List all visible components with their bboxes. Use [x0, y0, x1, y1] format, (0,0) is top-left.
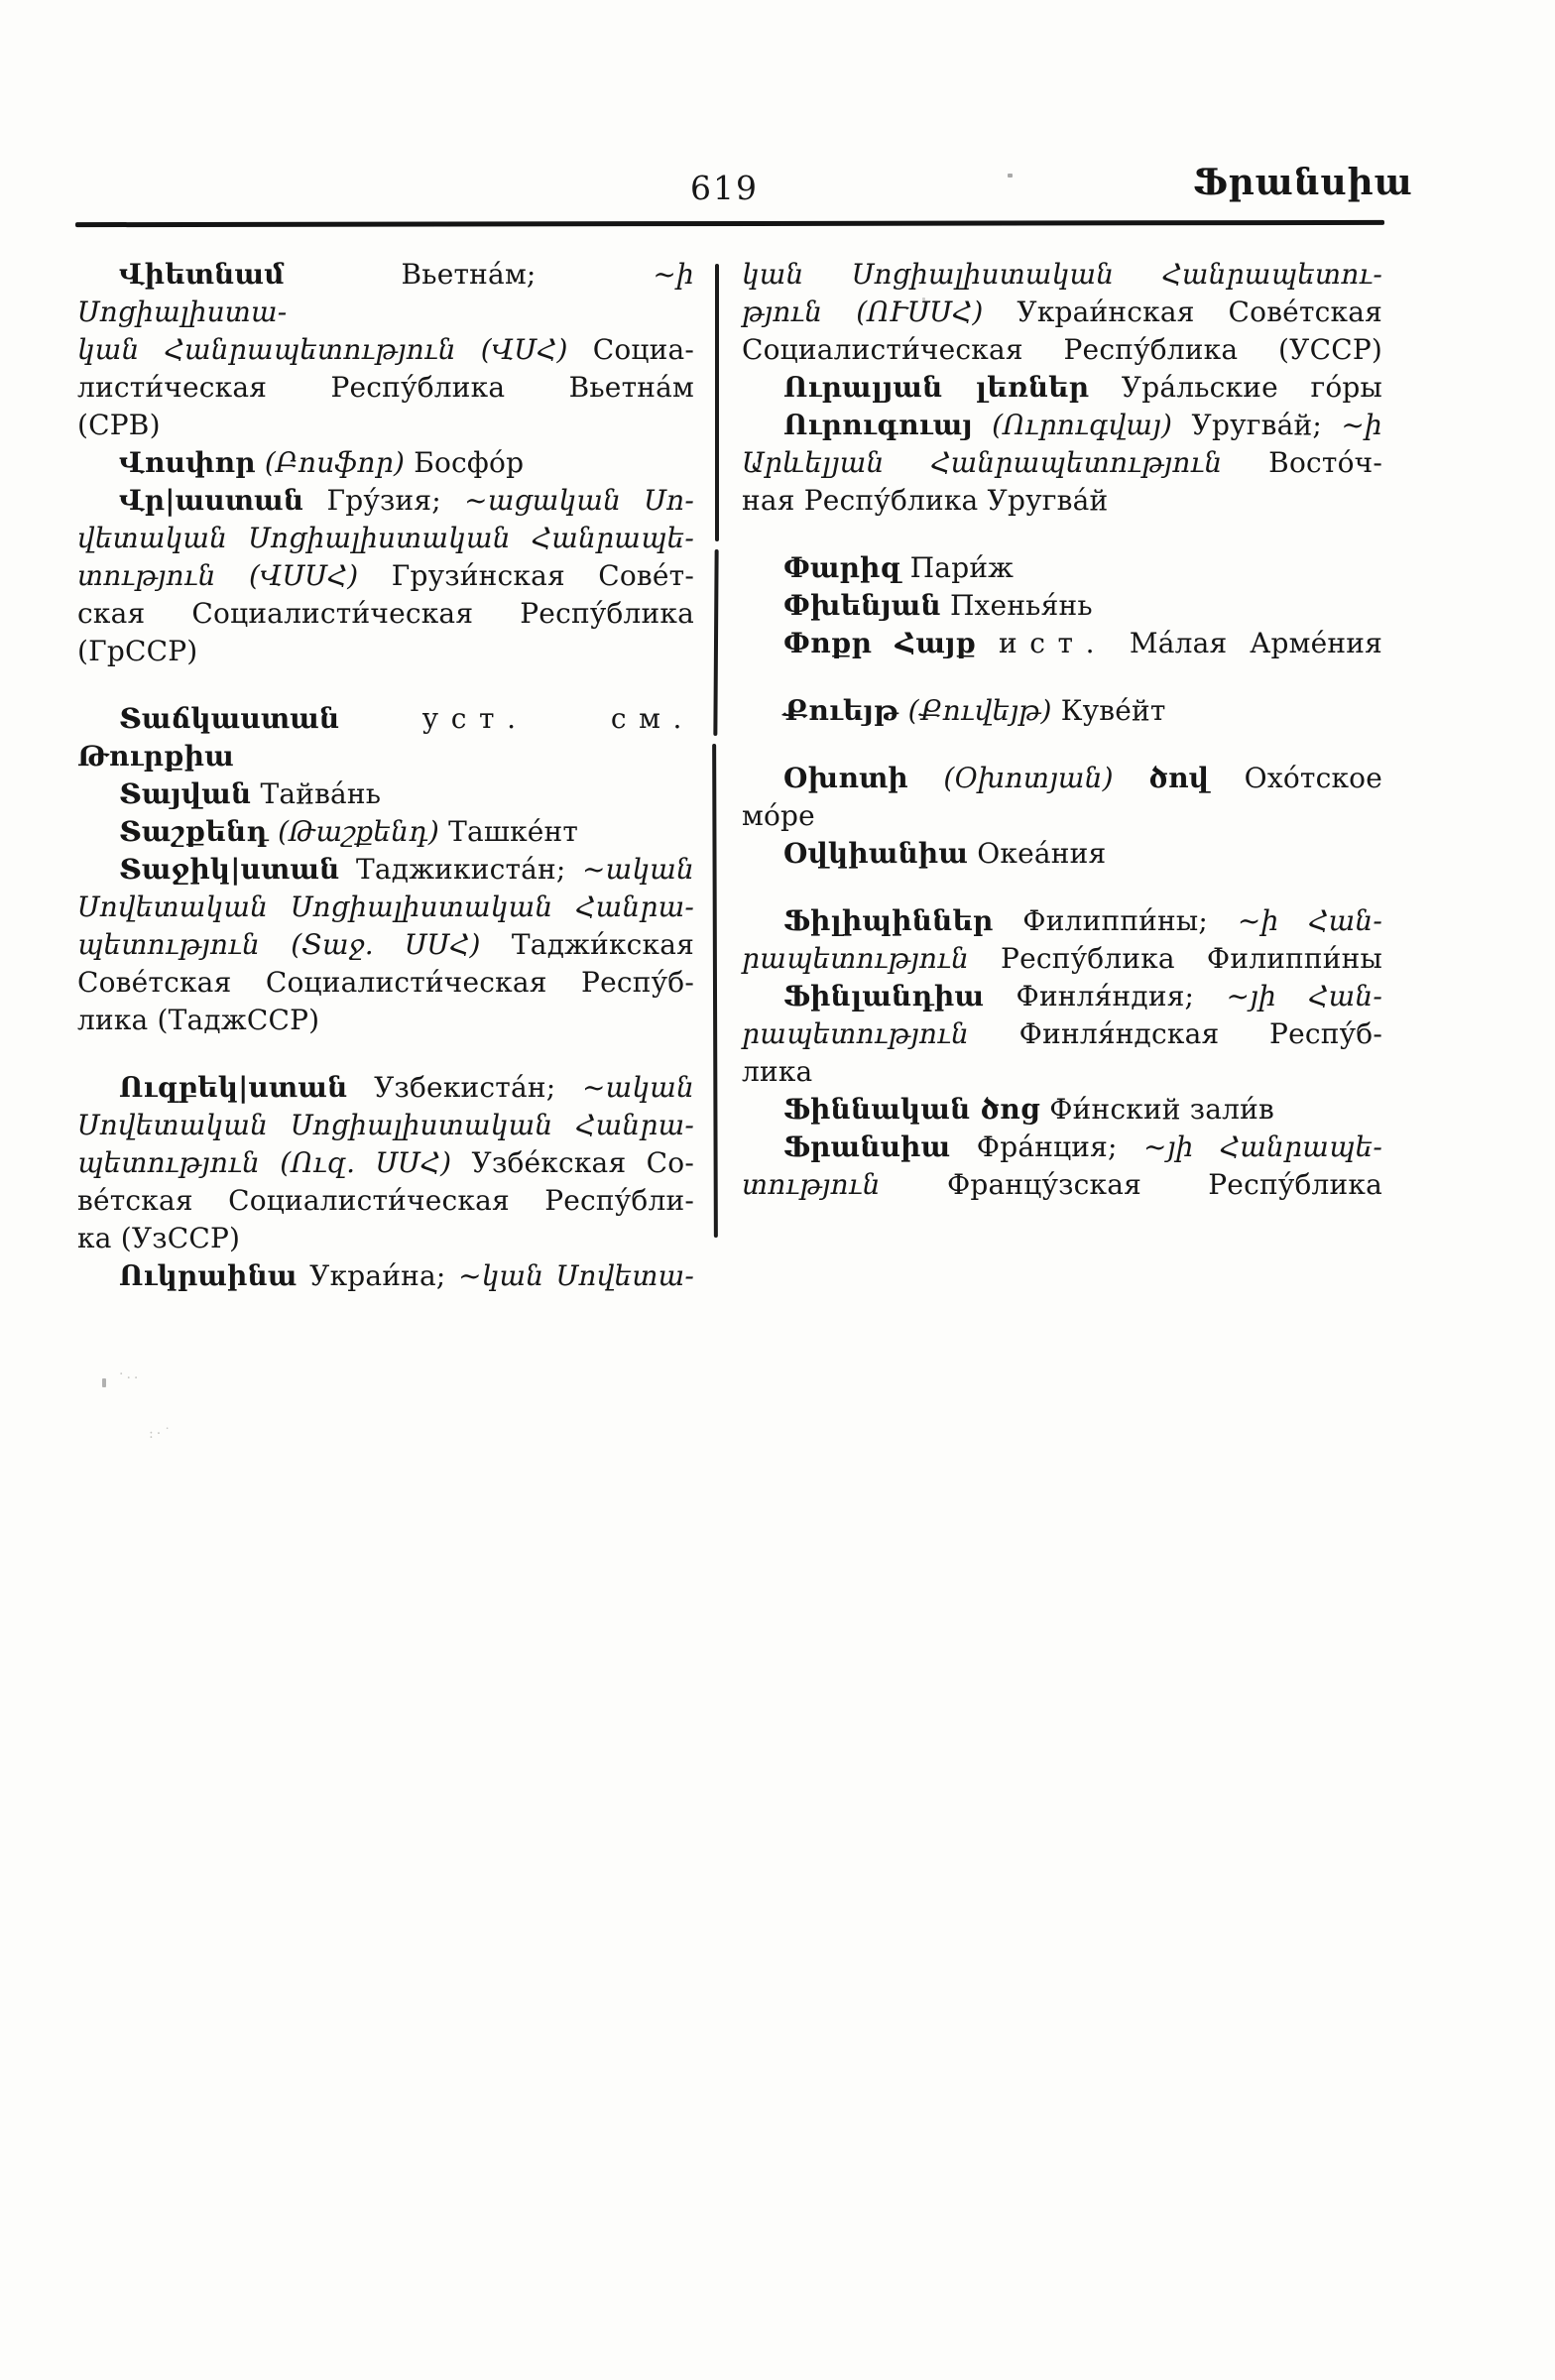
headword-text: Ուրուգուայ	[783, 409, 973, 441]
inflection-text: պետություն (Տաջ. ՍՍՀ)	[77, 928, 481, 961]
translation-text	[529, 702, 611, 735]
inflection-text: (Թաշքենդ)	[278, 815, 439, 848]
dictionary-line	[742, 902, 1382, 940]
inflection-text: (Քուվեյթ)	[907, 694, 1052, 727]
right-column	[742, 256, 1382, 1204]
dictionary-line	[77, 482, 694, 520]
dictionary-line	[77, 1182, 694, 1220]
translation-text: Океа́ния	[968, 837, 1107, 870]
translation-text: Таджикиста́н;	[339, 853, 583, 886]
headword-text: Ուրալյան լեռներ	[783, 371, 1090, 404]
dictionary-line	[77, 1220, 694, 1257]
dictionary-line	[77, 926, 694, 964]
inflection-text: ~ական	[582, 1071, 694, 1104]
headword-text: ծով	[1148, 762, 1210, 794]
dictionary-line	[742, 549, 1382, 587]
inflection-text: Սովետական Սոցիալիստական Հանրա-	[77, 1109, 694, 1141]
inflection-text: (Բոսֆոր)	[264, 446, 406, 479]
headword-text: Ֆրանսիա	[783, 1130, 951, 1163]
dictionary-line	[77, 444, 694, 482]
dictionary-line	[742, 256, 1382, 294]
dictionary-line	[77, 520, 694, 557]
inflection-text: ~ի Հան-	[1237, 904, 1382, 937]
translation-text: Финля́ндия;	[984, 980, 1227, 1012]
column-divider	[712, 744, 718, 1238]
headword-text: Օվկիանիա	[783, 837, 969, 870]
translation-text: Куве́йт	[1051, 694, 1166, 727]
inflection-text: րապետություն	[742, 942, 969, 975]
headword-text: Ֆիննական ծոց	[783, 1093, 1041, 1126]
translation-text: Сове́тская Социалисти́ческая Респу́б-	[77, 966, 694, 999]
column-divider	[713, 549, 718, 736]
inflection-text: վետական Սոցիալիստական Հանրապե-	[77, 522, 694, 554]
headword-text: Վոսփոր	[119, 446, 256, 479]
pencil-mark: :·˙	[149, 1426, 175, 1442]
translation-text: Пари́ж	[900, 551, 1015, 584]
translation-text: Социалисти́ческая Респу́блика (УССР)	[742, 333, 1382, 366]
translation-text: Францу́зская Респу́блика	[880, 1168, 1382, 1201]
dictionary-line	[742, 1053, 1382, 1091]
translation-text: лика	[742, 1055, 813, 1088]
translation-text: Фра́нция;	[950, 1130, 1144, 1163]
label-abbrev: см.	[610, 702, 694, 735]
translation-text: Уругва́й;	[1172, 409, 1342, 441]
headword-text: Տաջիկ|ստան	[119, 853, 340, 886]
translation-text: Филиппи́ны;	[993, 904, 1238, 937]
dictionary-line	[77, 331, 694, 369]
label-abbrev: ист.	[998, 627, 1108, 659]
translation-text: лика (ТаджССР)	[77, 1004, 320, 1036]
translation-text: Украи́на;	[297, 1259, 459, 1292]
dictionary-line	[742, 978, 1382, 1015]
inflection-text: տություն (ՎՍՍՀ)	[77, 559, 359, 592]
translation-text	[339, 702, 421, 735]
translation-text: Социа-	[567, 333, 694, 366]
headword-text: Տաճկաստան	[119, 702, 340, 735]
inflection-text: ~ի Սոցիալիստա-	[77, 258, 694, 328]
translation-text: Финля́ндская Респу́б-	[968, 1017, 1382, 1050]
inflection-text: տություն	[742, 1168, 881, 1201]
scan-speck	[1008, 174, 1013, 178]
left-column	[77, 256, 694, 1295]
translation-text: Украи́нская Сове́тская	[983, 296, 1382, 328]
headword-text: Օխոտի	[783, 762, 908, 794]
dictionary-line	[742, 1015, 1382, 1053]
dictionary-line	[742, 1129, 1382, 1166]
headword-text: Փարիզ	[783, 551, 901, 584]
translation-text: Ма́лая Арме́ния	[1107, 627, 1382, 659]
dictionary-line	[77, 964, 694, 1002]
dictionary-line	[742, 1166, 1382, 1204]
translation-text: (ГрССР)	[77, 635, 198, 667]
header-rule	[75, 220, 1384, 227]
translation-text	[976, 627, 999, 659]
scan-speck	[922, 298, 925, 300]
translation-text	[973, 409, 992, 441]
translation-text: Ура́льские го́ры	[1089, 371, 1382, 404]
dictionary-line	[77, 813, 694, 851]
dictionary-line	[77, 256, 694, 331]
dictionary-line	[77, 889, 694, 926]
translation-text	[269, 815, 278, 848]
translation-text: ная Респу́блика Уругва́й	[742, 484, 1109, 517]
inflection-text: թյուն (ՈՒՍՍՀ)	[742, 296, 984, 328]
inflection-text: րապետություն	[742, 1017, 969, 1050]
translation-text: Тайва́нь	[251, 777, 382, 810]
translation-text: Вьетна́м;	[284, 258, 654, 291]
dictionary-line	[742, 444, 1382, 482]
dictionary-line	[742, 1091, 1382, 1129]
dictionary-line	[742, 760, 1382, 835]
dictionary-line	[742, 369, 1382, 407]
headword-text: Քուեյթ	[783, 694, 899, 727]
dictionary-line	[742, 331, 1382, 369]
translation-text: Босфо́р	[405, 446, 525, 479]
translation-text	[256, 446, 265, 479]
inflection-text: (Օխոտյան)	[943, 762, 1114, 794]
guide-word: Ֆրանսիա	[1193, 162, 1413, 203]
inflection-text: ~ացական Սո-	[464, 484, 694, 517]
inflection-text: պետություն (Ուզ. ՍՍՀ)	[77, 1146, 452, 1179]
headword-text: Ուզբեկ|ստան	[119, 1071, 348, 1104]
dictionary-line	[77, 1107, 694, 1144]
scan-speck	[102, 1378, 106, 1387]
inflection-text: ~յի Հան-	[1226, 980, 1382, 1012]
translation-text: Охо́тское мо́ре	[742, 762, 1382, 832]
dictionary-line	[742, 940, 1382, 978]
headword-text: Վիետնամ	[119, 258, 285, 291]
translation-text: ка (УзССР)	[77, 1222, 241, 1254]
inflection-text: ~ի	[1341, 409, 1383, 441]
dictionary-line	[77, 595, 694, 633]
translation-text	[899, 694, 908, 727]
translation-text: листи́ческая Респу́блика Вьетна́м	[77, 371, 694, 404]
column-divider	[715, 264, 719, 541]
dictionary-line	[77, 1257, 694, 1295]
inflection-text: ~ական	[582, 853, 694, 886]
dictionary-line	[742, 407, 1382, 444]
dictionary-line	[77, 369, 694, 407]
headword-text: Տաշքենդ	[119, 815, 269, 848]
dictionary-line	[77, 1069, 694, 1107]
dictionary-line	[77, 775, 694, 813]
dictionary-line	[742, 482, 1382, 520]
translation-text: Пхенья́нь	[940, 589, 1093, 622]
page-number: 619	[690, 169, 759, 207]
translation-text: Респу́блика Филиппи́ны	[968, 942, 1382, 975]
headword-text: Տայվան	[119, 777, 252, 810]
dictionary-line	[77, 1144, 694, 1182]
inflection-text: ~յի Հանրապե-	[1143, 1130, 1382, 1163]
headword-text: Ուկրաինա	[119, 1259, 298, 1292]
translation-text	[908, 762, 943, 794]
translation-text: Узбекиста́н;	[347, 1071, 583, 1104]
dictionary-line	[77, 851, 694, 889]
headword-text: Թուրքիա	[77, 740, 234, 773]
translation-text: ве́тская Социалисти́ческая Респу́бли-	[77, 1184, 694, 1217]
dictionary-line	[77, 633, 694, 670]
translation-text: Таджи́кская	[480, 928, 695, 961]
inflection-text: կան Սոցիալիստական Հանրապետու-	[742, 258, 1382, 291]
headword-text: Փխենյան	[783, 589, 941, 622]
dictionary-line	[77, 407, 694, 444]
translation-text: (СРВ)	[77, 409, 161, 441]
dictionary-line	[742, 835, 1382, 873]
pencil-mark: ·..	[119, 1367, 142, 1382]
dictionary-line	[77, 557, 694, 595]
inflection-text: Սովետական Սոցիալիստական Հանրա-	[77, 891, 694, 923]
translation-text: Грузи́нская Сове́т-	[358, 559, 694, 592]
label-abbrev: уст.	[421, 702, 529, 735]
headword-text: Ֆիլիպիններ	[783, 904, 994, 937]
dictionary-line	[742, 587, 1382, 625]
dictionary-line	[742, 625, 1382, 662]
inflection-text: կան Հանրապետություն (ՎՍՀ)	[77, 333, 568, 366]
translation-text: Узбе́кская Со-	[451, 1146, 694, 1179]
dictionary-line	[77, 700, 694, 775]
translation-text: ская Социалисти́ческая Респу́блика	[77, 597, 694, 630]
translation-text: Восто́ч-	[1222, 446, 1382, 479]
dictionary-line	[77, 1002, 694, 1039]
dictionary-line	[742, 692, 1382, 730]
inflection-text: ~կան Սովետա-	[458, 1259, 694, 1292]
translation-text: Гру́зия;	[303, 484, 465, 517]
headword-text: Փոքր Հայք	[783, 627, 977, 659]
dictionary-line	[742, 294, 1382, 331]
inflection-text: (Ուրուգվայ)	[992, 409, 1173, 441]
translation-text	[1114, 762, 1148, 794]
inflection-text: Արևելյան Հանրապետություն	[742, 446, 1223, 479]
translation-text: Фи́нский зали́в	[1040, 1093, 1274, 1126]
translation-text: Ташке́нт	[438, 815, 579, 848]
headword-text: Ֆինլանդիա	[783, 980, 985, 1012]
headword-text: Վր|աստան	[119, 484, 304, 517]
